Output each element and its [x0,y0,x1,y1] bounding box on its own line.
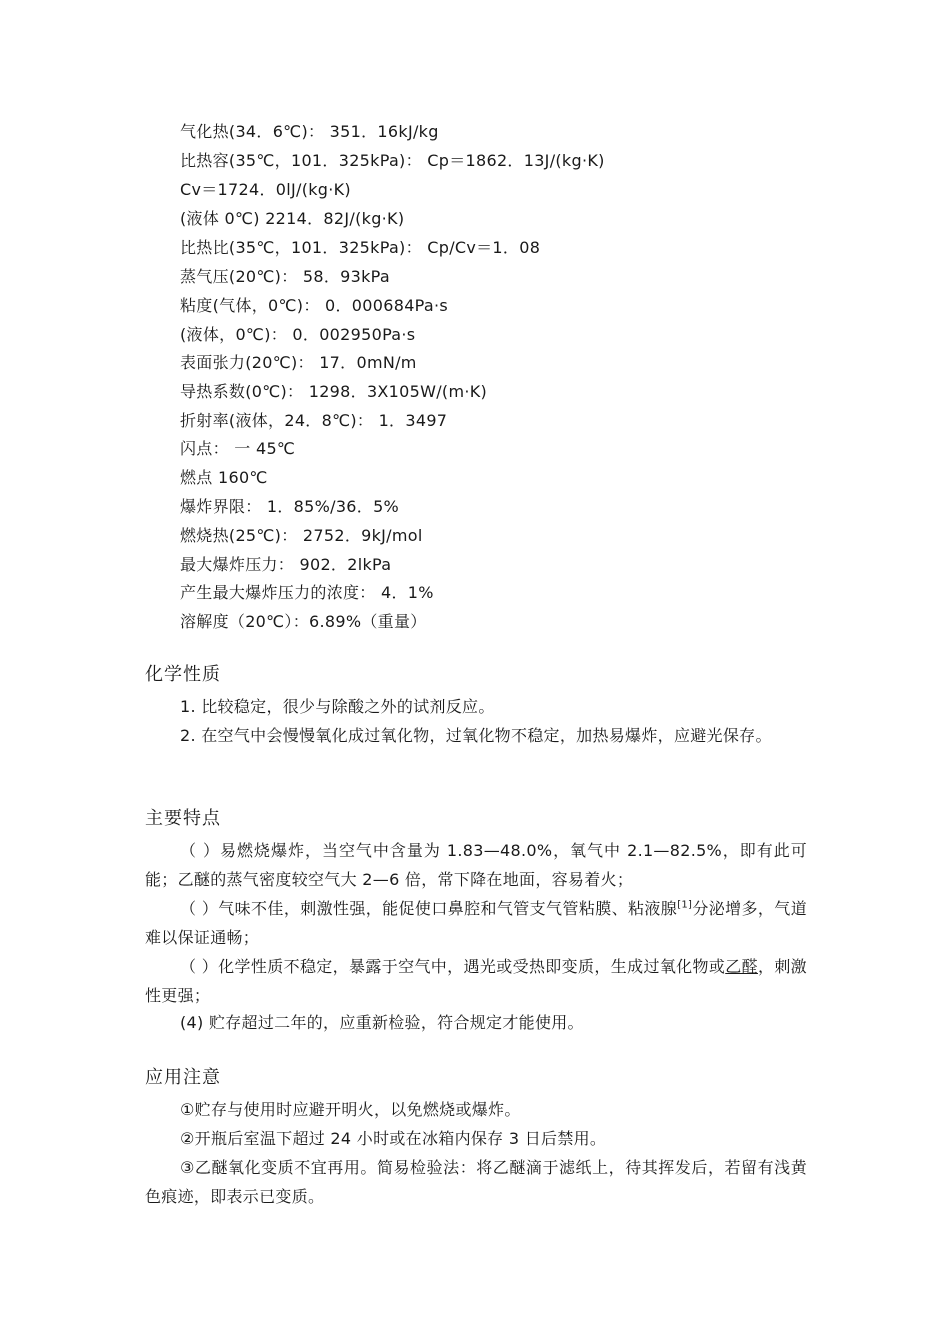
property-vapor-pressure: 蒸气压(20℃)： 58．93kPa [180,267,391,286]
property-viscosity-gas: 粘度(气体，0℃)： 0．000684Pa·s [180,296,449,315]
feature-item-3 [145,952,807,1010]
property-refractive-index: 折射率(液体，24．8℃)： 1．3497 [180,411,448,430]
usage-notes-heading: 应用注意 [145,1067,221,1088]
property-solubility: 溶解度（20℃）：6.89%（重量） [180,612,427,631]
property-flash-point: 闪点： 一 45℃ [180,439,296,458]
property-max-explosion-pressure: 最大爆炸压力： 902．2lkPa [180,555,392,574]
feature-item-2-text: （ ）气味不佳，刺激性强，能促使口鼻腔和气管支气管粘膜、粘液腺 [180,899,678,918]
property-specific-heat-liquid: (液体 0℃) 2214．82J/(kg·K) [180,209,405,228]
chemical-item-1: 1. 比较稳定，很少与除酸之外的试剂反应。 [180,697,495,716]
property-thermal-conductivity: 导热系数(0℃)： 1298．3X105W/(m·K) [180,382,488,401]
property-surface-tension: 表面张力(20℃)： 17．0mN/m [180,353,417,372]
property-ignition-point: 燃点 160℃ [180,468,268,487]
main-features-heading: 主要特点 [145,808,221,829]
property-explosion-limits: 爆炸界限： 1．85%/36．5% [180,497,400,516]
feature-item-2-text-end: 分泌增多，气道难以保证通畅； [145,899,807,947]
feature-item-4: (4) 贮存超过二年的，应重新检验，符合规定才能使用。 [180,1013,584,1032]
property-heat-of-vaporization: 气化热(34．6℃)： 351．16kJ/kg [180,122,439,141]
property-heat-of-combustion: 燃烧热(25℃)： 2752．9kJ/mol [180,526,423,545]
usage-item-1: ①贮存与使用时应避开明火，以免燃烧或爆炸。 [180,1100,521,1119]
property-max-explosion-concentration: 产生最大爆炸压力的浓度： 4．1% [180,583,434,602]
usage-item-2: ②开瓶后室温下超过 24 小时或在冰箱内保存 3 日后禁用。 [180,1129,607,1148]
property-specific-heat-cv: Cv＝1724．0lJ/(kg·K) [180,180,351,199]
feature-item-2 [145,894,807,952]
feature-item-3-text: （ ）化学性质不稳定，暴露于空气中，遇光或受热即变质，生成过氧化物或 [180,957,726,976]
feature-item-3-text-end: ，刺激性更强； [145,957,807,1005]
feature-item-1: （ ）易燃烧爆炸，当空气中含量为 1.83—48.0%，氧气中 2.1—82.5%，即有此可能；乙醚的蒸气密度较空气大 2—6 倍，常下降在地面，容易着火； [145,841,807,889]
property-heat-capacity-ratio: 比热比(35℃，101．325kPa)： Cp/Cv＝1．08 [180,238,541,257]
footnote-ref[interactable]: [1] [677,899,693,911]
chemical-item-2: 2. 在空气中会慢慢氧化成过氧化物，过氧化物不稳定，加热易爆炸，应避光保存。 [180,726,772,745]
chemical-properties-heading: 化学性质 [145,664,221,685]
property-specific-heat-cp: 比热容(35℃，101．325kPa)： Cp＝1862．13J/(kg·K) [180,151,605,170]
usage-item-3: ③乙醚氧化变质不宜再用。简易检验法：将乙醚滴于滤纸上，待其挥发后，若留有浅黄色痕迹，即表示已变质。 [145,1158,807,1206]
property-viscosity-liquid: (液体，0℃)： 0．002950Pa·s [180,325,416,344]
acetaldehyde-link[interactable]: 乙醛 [725,957,758,976]
